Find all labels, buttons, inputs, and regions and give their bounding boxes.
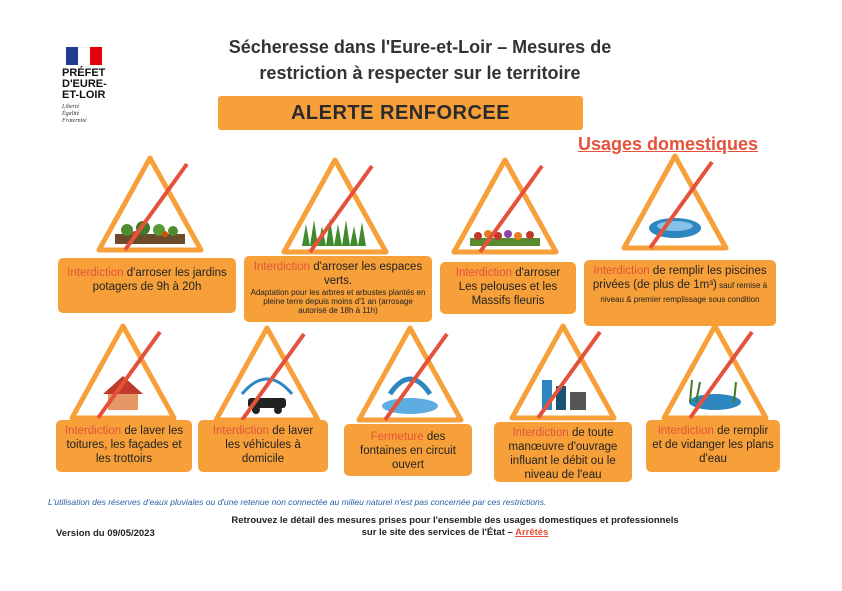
flower-bed-icon (450, 156, 560, 256)
measure-card-7 (344, 424, 472, 476)
section-heading: Usages domestiques (578, 134, 759, 154)
footer-line2 (230, 527, 680, 539)
motto-fraternite: Fraternité (62, 118, 87, 124)
measure-1-keyword: Interdiction (67, 267, 124, 279)
marianne-flag-icon (66, 47, 102, 65)
title-line1: Sécheresse dans l'Eure-et-Loir – Mesures de (228, 37, 612, 57)
measure-card-5 (56, 420, 192, 472)
prefecture-logo-text (62, 68, 132, 101)
measure-5-keyword: Interdiction (64, 425, 122, 437)
measure-2-text: d'arroser les espaces verts. (310, 261, 423, 287)
measure-2-keyword: Interdiction (253, 261, 311, 273)
measure-card-1 (58, 258, 236, 313)
footer-info (230, 515, 680, 539)
pool-icon (620, 152, 730, 252)
measure-3-text: d'arroser Les pelouses et les Massifs fleuris (458, 267, 561, 307)
measure-card-2 (244, 256, 432, 322)
measure-3-keyword: Interdiction (455, 267, 513, 279)
measure-7-keyword: Fermeture (370, 431, 424, 443)
measure-8-keyword: Interdiction (512, 427, 569, 439)
measure-9-text: de remplir et de vidanger les plans d'eau (652, 425, 774, 465)
alert-level-banner: ALERTE RENFORCEE (218, 96, 583, 130)
measure-4-detail: sauf remise à niveau & premier remplissage sous condition (600, 281, 768, 304)
measure-7-text: des fontaines en circuit ouvert (360, 431, 456, 471)
measure-2-detail: Adaptation pour les arbres et arbustes plantés en pleine terre depuis moins d'1 an (arrosage autorisé de 18h à 11h) (250, 288, 426, 315)
measure-8-text: de toute manœuvre d'ouvrage influant le débit ou le niveau de l'eau (508, 427, 618, 481)
car-wash-icon (212, 324, 322, 424)
measure-6-text: de laver les véhicules à domicile (225, 425, 314, 465)
page-title (160, 34, 680, 86)
logo-line1: PRÉFET (62, 67, 106, 79)
house-washing-icon (68, 322, 178, 422)
measure-5-text: de laver les toitures, les façades et les trottoirs (66, 425, 184, 465)
footer-line1: Retrouvez le détail des mesures prises pour l'ensemble des usages domestiques et professionnels (231, 515, 679, 526)
title-line2: restriction à respecter sur le territoire (259, 63, 581, 83)
logo-line3: ET-LOIR (62, 89, 106, 101)
measure-4-text: de remplir les piscines privées (de plus de 1m³) (592, 265, 767, 291)
republic-motto (62, 104, 122, 125)
motto-egalite: Égalité (62, 111, 80, 117)
grass-icon (280, 156, 390, 256)
fountain-icon (355, 324, 465, 424)
measure-6-keyword: Interdiction (212, 425, 270, 437)
measure-1-text: d'arroser les jardins potagers de 9h à 20h (92, 267, 227, 293)
measure-9-keyword: Interdiction (657, 425, 714, 437)
measure-4-keyword: Interdiction (593, 265, 650, 277)
vegetable-garden-icon (95, 154, 205, 254)
measure-card-6 (198, 420, 328, 472)
measure-card-3 (440, 262, 576, 314)
measure-card-9 (646, 420, 780, 472)
logo-line2: D'EURE- (62, 78, 107, 90)
measure-card-4 (584, 260, 776, 326)
dam-icon (508, 322, 618, 422)
footer-line2-text: sur le site des services de l'État – (361, 527, 516, 538)
version-date: Version du 09/05/2023 (56, 528, 155, 539)
arretes-link[interactable]: Arrêtés (515, 527, 549, 538)
pond-icon (660, 322, 770, 422)
rainwater-note: L'utilisation des réserves d'eaux pluviales ou d'une retenue non connectée au milieu naturel n'est pas concernée par ces restrictions. (48, 497, 547, 507)
motto-liberte: Liberté (62, 104, 80, 110)
measure-card-8 (494, 422, 632, 482)
